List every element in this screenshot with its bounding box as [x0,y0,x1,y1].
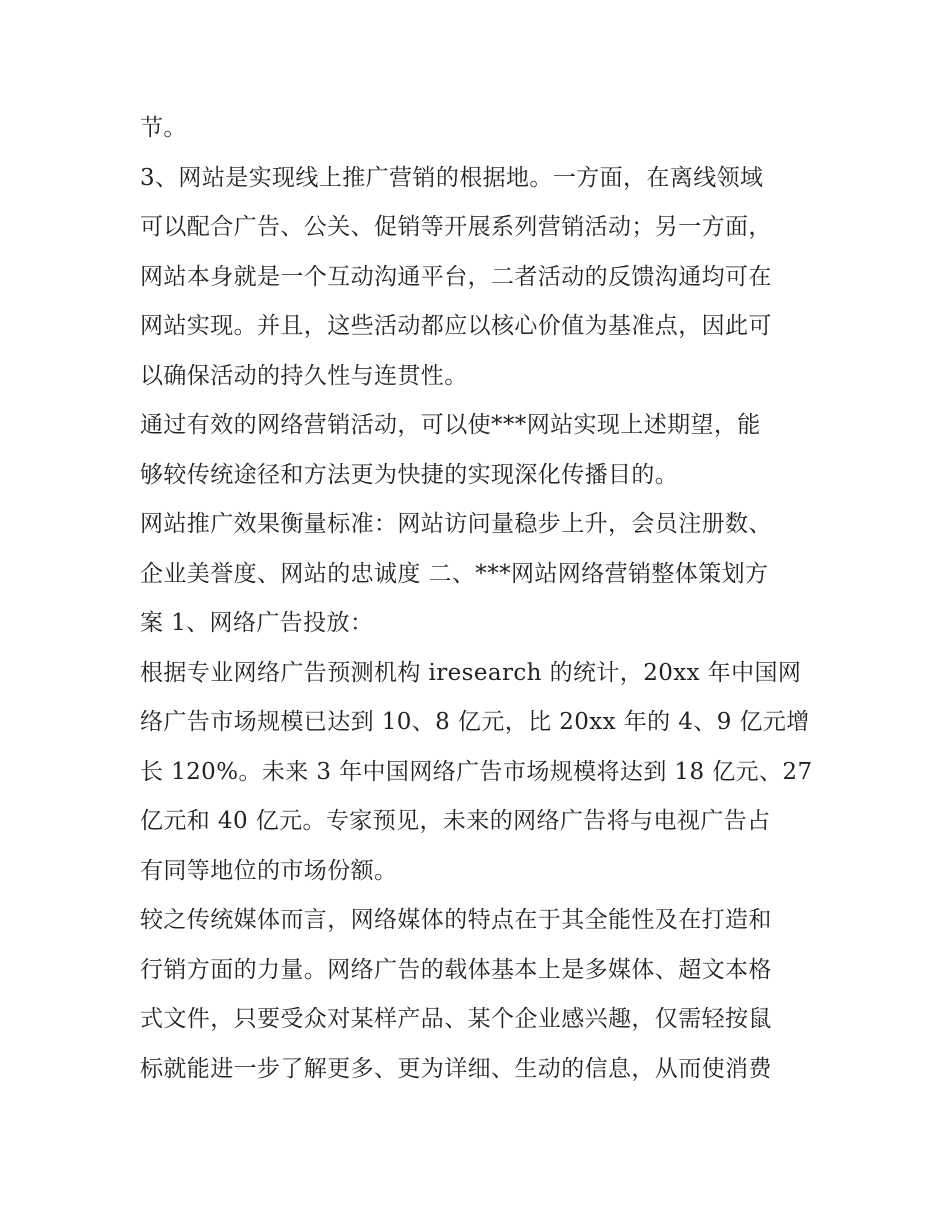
text-line: 较之传统媒体而言，网络媒体的特点在于其全能性及在打造和 [140,907,772,933]
text-line: 通过有效的网络营销活动，可以使***网站实现上述期望，能 [140,412,761,438]
text-line: 够较传统途径和方法更为快捷的实现深化传播目的。 [140,461,679,488]
text-line: 节。 [140,115,187,141]
text-line: 络广告市场规模已达到 10、8 亿元，比 20xx 年的 4、9 亿元增 [140,709,810,735]
text-line: 行销方面的力量。网络广告的载体基本上是多媒体、超文本格 [140,956,772,983]
text-line: 网站本身就是一个互动沟通平台，二者活动的反馈沟通均可在 [140,263,772,290]
text-line: 根据专业网络广告预测机构 iresearch 的统计，20xx 年中国网 [140,659,802,686]
text-line: 网站推广效果衡量标准：网站访问量稳步上升，会员注册数、 [140,511,772,537]
paragraph-1 [140,104,820,154]
paragraph-3 [140,401,820,500]
text-line: 标就能进一步了解更多、更为详细、生动的信息，从而使消费 [140,1055,772,1082]
text-line: 亿元和 40 亿元。专家预见，未来的网络广告将与电视广告占 [140,808,771,834]
text-line: 3、网站是实现线上推广营销的根据地。一方面，在离线领域 [140,164,764,191]
text-line: 案 1、网络广告投放： [140,610,374,636]
paragraph-2 [140,154,820,402]
paragraph-5 [140,649,820,897]
paragraph-6 [140,896,820,1094]
paragraph-4 [140,500,820,649]
text-line: 网站实现。并且，这些活动都应以核心价值为基准点，因此可 [140,313,772,339]
text-line: 长 120%。未来 3 年中国网络广告市场规模将达到 18 亿元、27 [140,758,813,785]
document-body [140,104,820,1094]
text-line: 有同等地位的市场份额。 [140,857,398,884]
text-line: 可以配合广告、公关、促销等开展系列营销活动；另一方面， [140,214,772,240]
text-line: 以确保活动的持久性与连贯性。 [140,362,468,389]
text-line: 式文件，只要受众对某样产品、某个企业感兴趣，仅需轻按鼠 [140,1006,772,1032]
text-line: 企业美誉度、网站的忠诚度 二、***网站网络营销整体策划方 [140,560,769,587]
